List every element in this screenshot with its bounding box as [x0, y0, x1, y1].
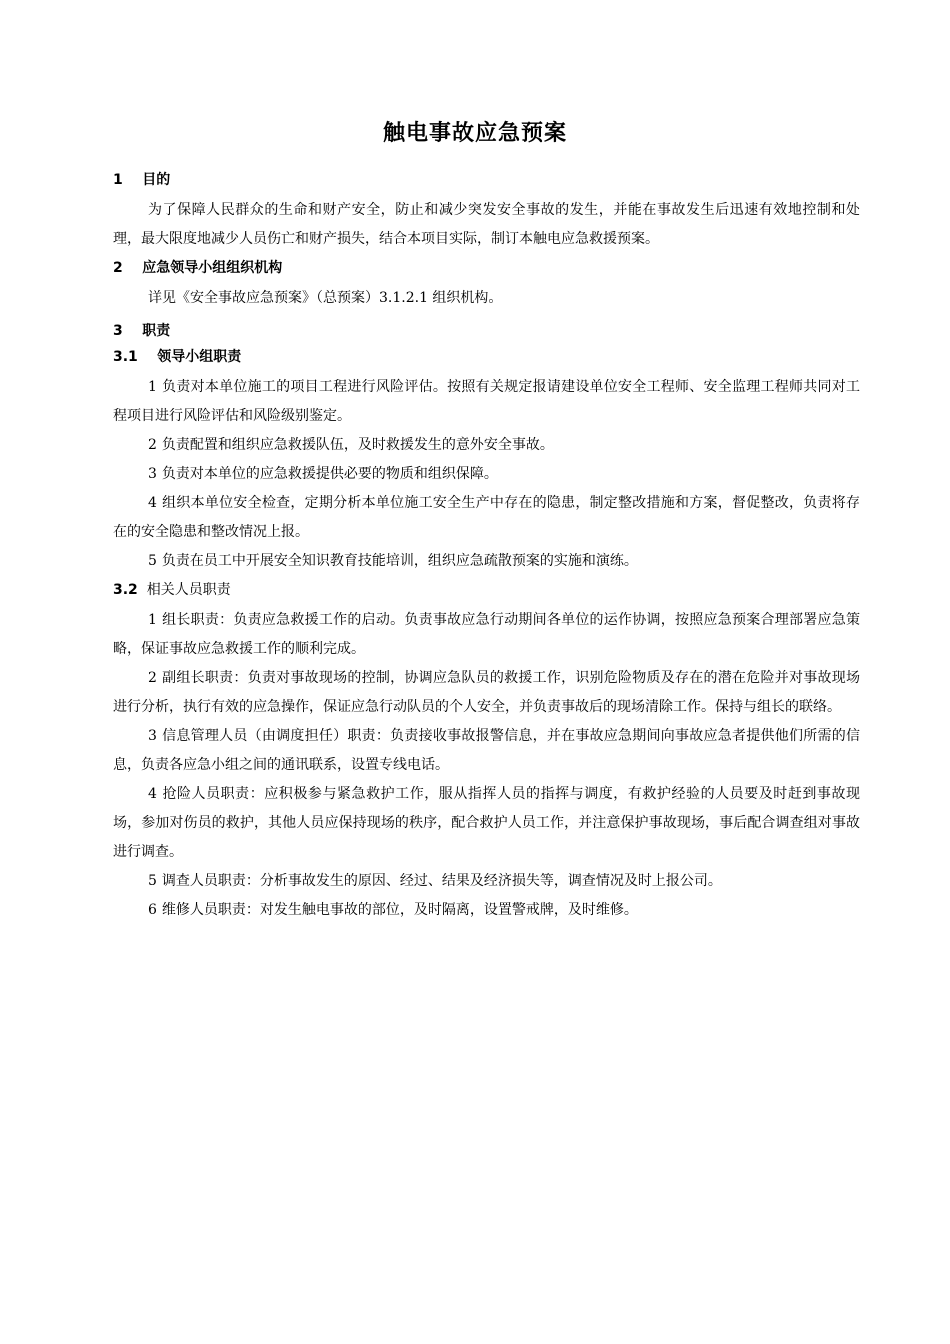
item-text: 副组长职责：负责对事故现场的控制，协调应急队员的救援工作，识别危险物质及存在的潜在危险并对事故现场进行分析，执行有效的应急操作，保证应急行动队员的个人安全，并负责事故后的现场清除工作。保持与组长的联络。 [113, 670, 860, 715]
item-number: 1 [148, 612, 157, 628]
item-number: 2 [148, 437, 157, 453]
subsection-label: 相关人员职责 [146, 582, 231, 598]
item-text: 抢险人员职责：应积极参与紧急救护工作，服从指挥人员的指挥与调度，有救护经验的人员要及时赶到事故现场，参加对伤员的救护，其他人员应保持现场的秩序，配合救护人员工作，并注意保护事故现场，事后配合调查组对事故进行调查。 [113, 786, 860, 860]
item-number: 3 [148, 466, 157, 482]
item-text: 负责在员工中开展安全知识教育技能培训，组织应急疏散预案的实施和演练。 [161, 553, 638, 569]
item-text: 负责对本单位施工的项目工程进行风险评估。按照有关规定报请建设单位安全工程师、安全监理工程师共同对工程项目进行风险评估和风险级别鉴定。 [113, 379, 860, 424]
list-item [113, 460, 860, 489]
item-text: 负责配置和组织应急救援队伍，及时救援发生的意外安全事故。 [161, 437, 554, 453]
item-number: 2 [148, 670, 157, 686]
item-number: 5 [148, 553, 157, 569]
section-heading-purpose: 1 目的 [113, 172, 171, 188]
item-text: 负责对本单位的应急救援提供必要的物质和组织保障。 [161, 466, 498, 482]
item-number: 5 [148, 873, 157, 889]
item-text: 组织本单位安全检查，定期分析本单位施工安全生产中存在的隐患，制定整改措施和方案，督促整改，负责将存在的安全隐患和整改情况上报。 [113, 495, 860, 540]
item-text: 信息管理人员（由调度担任）职责：负责接收事故报警信息，并在事故应急期间向事故应急者提供他们所需的信息，负责各应急小组之间的通讯联系，设置专线电话。 [113, 728, 860, 773]
page-title: 触电事故应急预案 [382, 121, 567, 146]
list-item [113, 547, 860, 576]
list-item [113, 722, 860, 780]
item-number: 4 [148, 786, 157, 802]
document-body [113, 166, 860, 925]
paragraph: 为了保障人民群众的生命和财产安全，防止和减少突发安全事故的发生，并能在事故发生后迅速有效地控制和处理，最大限度地减少人员伤亡和财产损失，结合本项目实际，制订本触电应急救援预案。 [113, 202, 860, 247]
list-item [113, 373, 860, 431]
subsection-number: 3.2 [113, 582, 138, 598]
subsection-heading-leadership: 3.1 领导小组职责 [113, 349, 242, 365]
list-item [113, 431, 860, 460]
list-item [113, 606, 860, 664]
list-item [113, 867, 860, 896]
subsection-heading-personnel [113, 580, 860, 600]
paragraph: 详见《安全事故应急预案》（总预案）3.1.2.1 组织机构。 [148, 290, 503, 306]
item-text: 维修人员职责：对发生触电事故的部位，及时隔离，设置警戒牌，及时维修。 [161, 902, 638, 918]
list-item [113, 664, 860, 722]
list-item [113, 896, 860, 925]
item-number: 1 [148, 379, 157, 395]
section-heading-organization: 2 应急领导小组组织机构 [113, 260, 283, 276]
list-item [113, 780, 860, 867]
item-number: 3 [148, 728, 157, 744]
item-number: 6 [148, 902, 157, 918]
section-heading-duties: 3 职责 [113, 323, 171, 339]
list-item [113, 489, 860, 547]
item-text: 组长职责：负责应急救援工作的启动。负责事故应急行动期间各单位的运作协调，按照应急预案合理部署应急策略，保证事故应急救援工作的顺利完成。 [113, 612, 860, 657]
item-number: 4 [148, 495, 157, 511]
item-text: 调查人员职责：分析事故发生的原因、经过、结果及经济损失等，调查情况及时上报公司。 [161, 873, 722, 889]
